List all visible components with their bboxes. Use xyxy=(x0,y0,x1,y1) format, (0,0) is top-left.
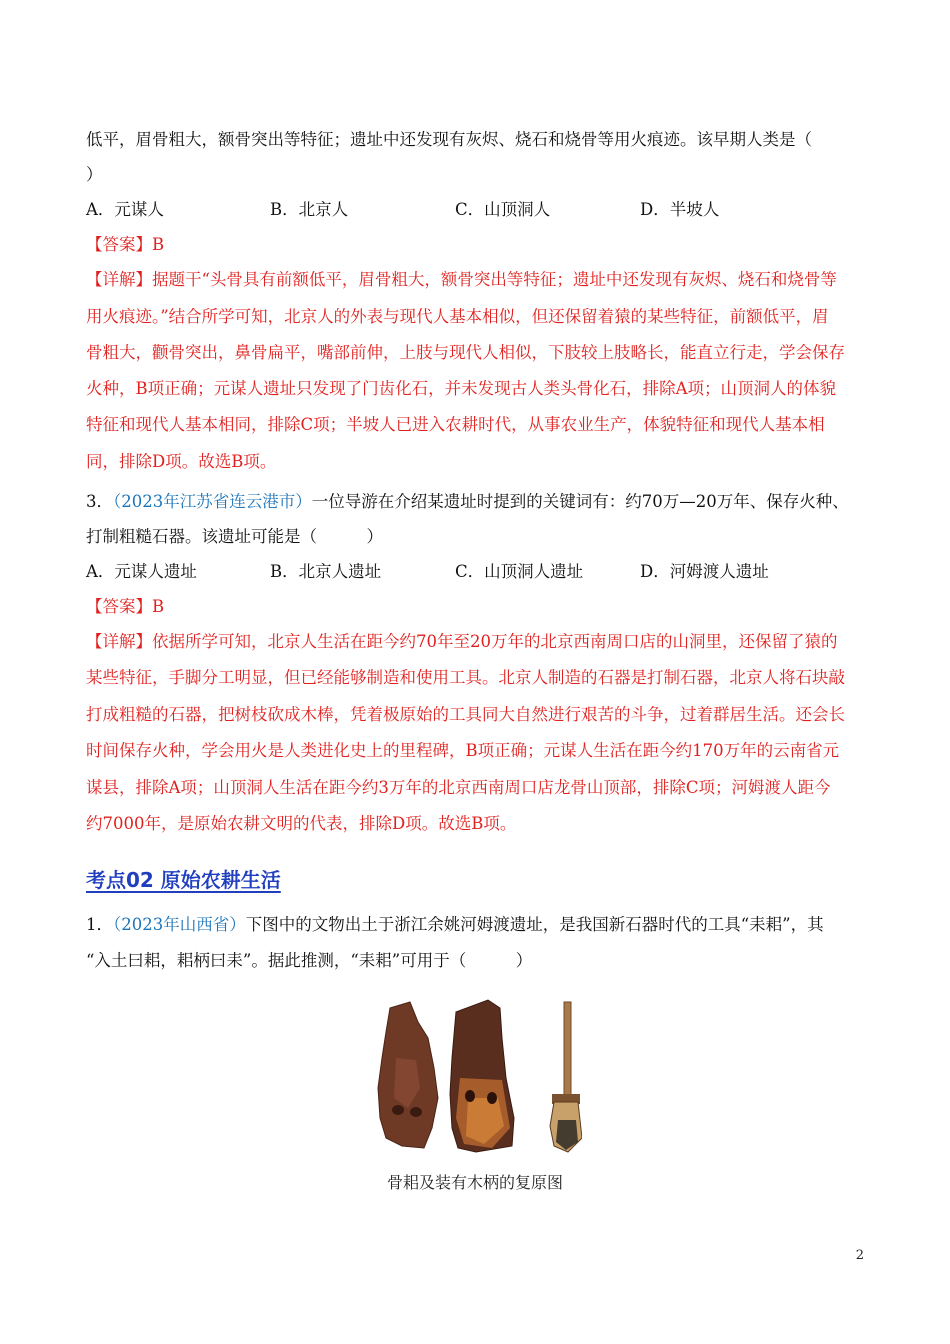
question-number: 1． xyxy=(86,915,113,934)
question-text: ） xyxy=(86,165,103,184)
question-3-line xyxy=(86,492,849,512)
answer-value: B xyxy=(152,235,165,254)
explanation-text: 据题干“头骨具有前额低平，眉骨粗大，额骨突出等特征；遗址中还发现有灰烬、烧石和烧骨等 xyxy=(152,270,837,289)
explanation-label: 【详解】 xyxy=(86,270,152,289)
option-c: C．山顶洞人遗址 xyxy=(455,562,584,581)
explanation-text: 某些特征，手脚分工明显，但已经能够制造和使用工具。北京人制造的石器是打制石器，北京人将石块敲 xyxy=(86,668,845,687)
question-number: 3． xyxy=(86,492,113,511)
explanation-text: 特征和现代人基本相同，排除C项；半坡人已进入农耕时代，从事农业生产，体貌特征和现代人基本相 xyxy=(86,415,825,434)
bone-spade-figure xyxy=(372,998,582,1154)
question-text: 一位导游在介绍某遗址时提到的关键词有：约70万—20万年、保存火种、 xyxy=(311,492,849,511)
option-c: C．山顶洞人 xyxy=(455,200,551,219)
explanation-text: 同，排除D项。故选B项。 xyxy=(86,452,277,471)
question-1-line xyxy=(86,915,824,935)
explanation-text: 依据所学可知，北京人生活在距今约70年至20万年的北京西南周口店的山洞里，还保留了猿的 xyxy=(152,632,838,651)
explanation-text: 用火痕迹。”结合所学可知，北京人的外表与现代人基本相似，但还保留着猿的某些特征，前额低平，眉 xyxy=(86,307,829,326)
explanation-text: 骨粗大，颧骨突出，鼻骨扁平，嘴部前伸，上肢与现代人相似，下肢较上肢略长，能直立行走，学会保存 xyxy=(86,343,845,362)
answer-value: B xyxy=(152,597,165,616)
explanation-text: 约7000年，是原始农耕文明的代表，排除D项。故选B项。 xyxy=(86,814,517,833)
explanation-line xyxy=(86,632,838,652)
question-source: （2023年江苏省连云港市） xyxy=(113,492,312,511)
figure-caption: 骨耜及装有木柄的复原图 xyxy=(386,1173,563,1192)
explanation-text: 火种，B项正确；元谋人遗址只发现了门齿化石，并未发现古人类头骨化石，排除A项；山顶洞人的体貌 xyxy=(86,379,837,398)
question-text: 下图中的文物出土于浙江余姚河姆渡遗址，是我国新石器时代的工具“耒耜”，其 xyxy=(245,915,824,934)
answer-label: 【答案】 xyxy=(86,597,152,616)
question-text: 低平，眉骨粗大，额骨突出等特征；遗址中还发现有灰烬、烧石和烧骨等用火痕迹。该早期人类是（ xyxy=(86,130,812,149)
explanation-line xyxy=(86,270,837,290)
explanation-text: 时间保存火种，学会用火是人类进化史上的里程碑，B项正确；元谋人生活在距今约170万年的云南省元 xyxy=(86,741,840,760)
question-text: “入土曰耜，耜柄曰耒”。据此推测，“耒耜”可用于（ ） xyxy=(86,951,533,970)
option-b: B．北京人遗址 xyxy=(270,562,382,581)
answer-line xyxy=(86,597,164,617)
option-d: D．河姆渡人遗址 xyxy=(640,562,769,581)
option-a: A．元谋人 xyxy=(86,200,164,219)
section-heading: 考点02 原始农耕生活 xyxy=(86,868,281,892)
question-source: （2023年山西省） xyxy=(113,915,246,934)
question-text: 打制粗糙石器。该遗址可能是（ ） xyxy=(86,527,383,546)
option-d: D．半坡人 xyxy=(640,200,720,219)
explanation-text: 打成粗糙的石器，把树枝砍成木棒，凭着极原始的工具同大自然进行艰苦的斗争，过着群居生活。还会长 xyxy=(86,705,845,724)
option-a: A．元谋人遗址 xyxy=(86,562,197,581)
answer-line xyxy=(86,235,164,255)
explanation-label: 【详解】 xyxy=(86,632,152,651)
explanation-text: 谋县，排除A项；山顶洞人生活在距今约3万年的北京西南周口店龙骨山顶部，排除C项；河姆渡人距今 xyxy=(86,778,831,797)
page-number: 2 xyxy=(855,1248,864,1263)
option-b: B．北京人 xyxy=(270,200,349,219)
answer-label: 【答案】 xyxy=(86,235,152,254)
